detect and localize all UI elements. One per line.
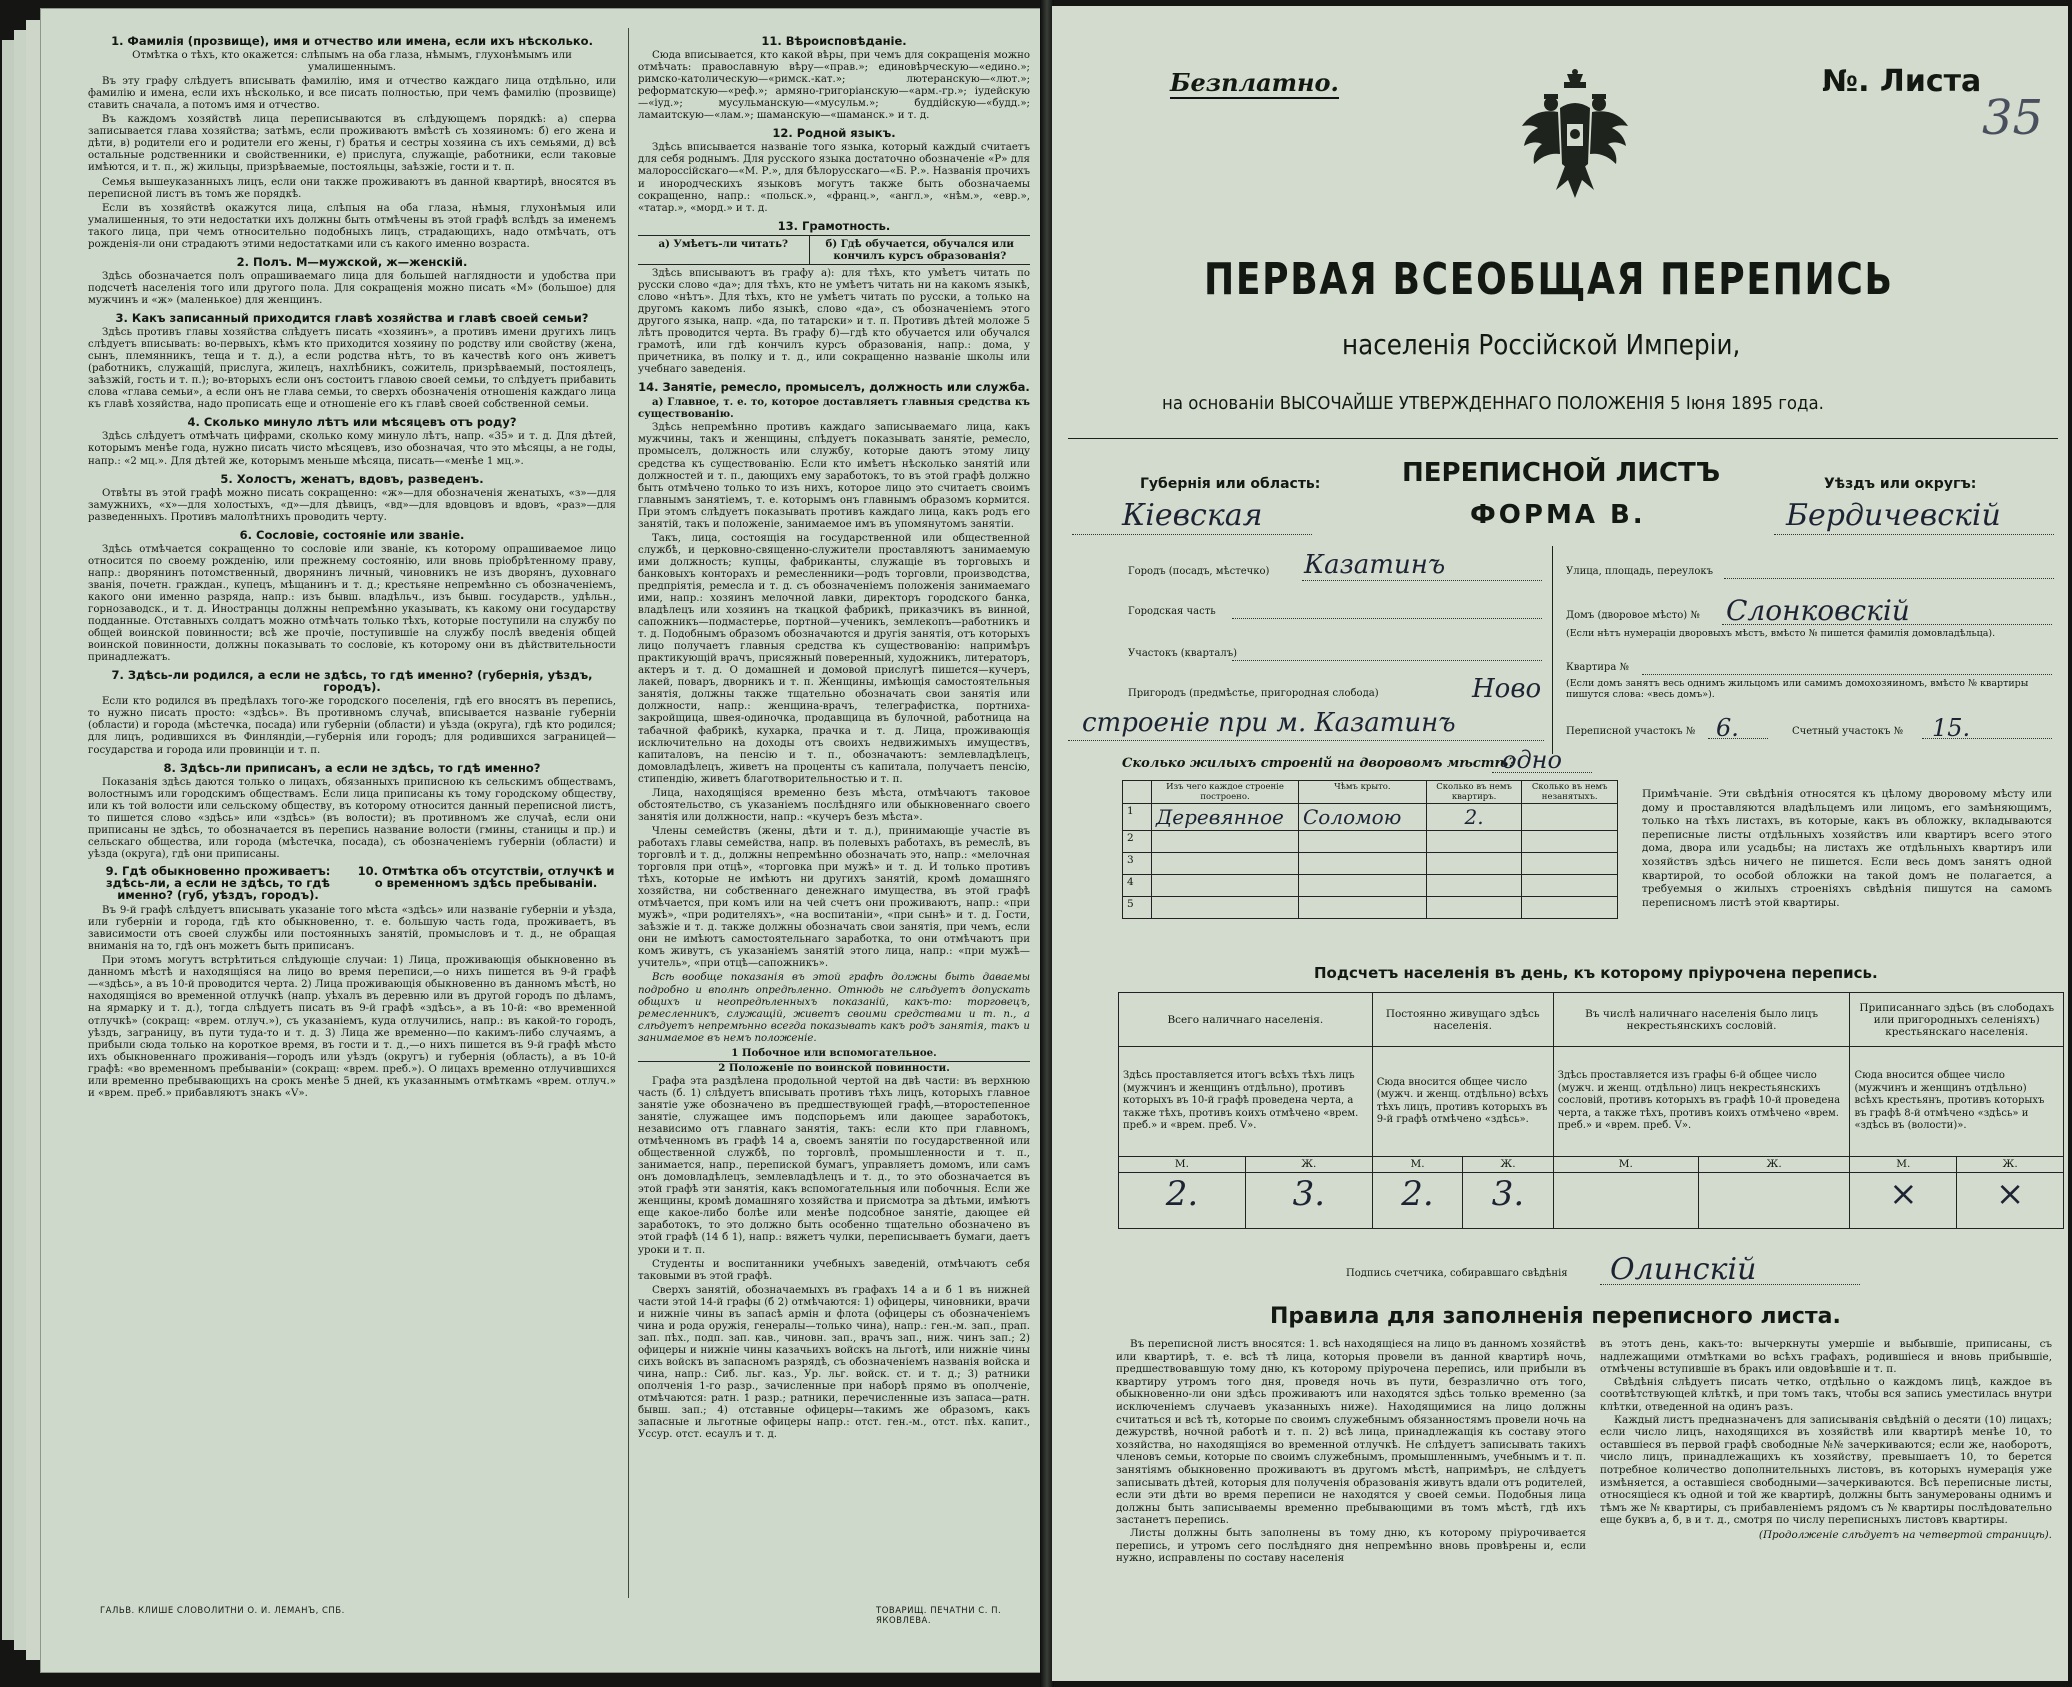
paragraph: Студенты и воспитанники учебныхъ заведеній, отмѣчаютъ себя таковыми въ этой графѣ. bbox=[638, 1258, 1030, 1282]
paragraph: Сюда вписывается, кто какой вѣры, при чемъ для сокращенія можно отмѣчать: православную вѣру—«прав.»; единовѣрческую—«едино.»; римско-католическую—«римск.-кат.»; лютеранскую—«лют.»; реформатскую—«реф.»; армяно-григоріанскую—«арм.-гр.»; іудейскую—«іуд.»; мусульманскую—«мусульм.»; буддійскую—«будд.»; ламаитскую—«лам.»; шаманскую—«шаманск.» и т. д. bbox=[638, 50, 1030, 122]
table-row bbox=[1123, 875, 1618, 897]
district-handwritten: Бердичевскій bbox=[1786, 498, 2001, 533]
right-page-census-form bbox=[1052, 6, 2068, 1681]
apartment-label: Квартира № bbox=[1566, 662, 1629, 673]
paragraph: При этомъ могутъ встрѣтиться слѣдующіе случаи: 1) Лица, проживающія обыкновенно въ данномъ мѣстѣ и находящіяся на лицо во время переписи,—о нихъ пишется въ 9-й графѣ—«здѣсь», а въ 10-й проводится черта. 2) Лица проживающія обыкновенно въ данномъ мѣстѣ, но находящіяся во временной отлучкѣ (напр. уѣхалъ въ деревню или въ другой городъ по дѣламъ, на ярмарку и т. д.), тогда слѣдуетъ писать въ 9-й графѣ «здѣсь», а въ 10-й: «во временной отлучкѣ» (сокращ: «врем. отлуч.»), съ указаніемъ, куда отлучились, напр.: въ какой-то городъ, уѣздъ, заграницу, въ пути туда-то и т. д. 3) Лица же временно—по какимъ-либо случаямъ, а прибыли сюда только на короткое время, въ гости и т. д.,—о нихъ пишется въ 9-й графѣ мѣсто ихъ обыкновеннаго проживанія—городъ или уѣздъ (округъ) и губернія (область), а въ 10-й графѣ: «во временномъ пребываніи» (сокращ: «врем. преб.»). О лицахъ временно отлучившихся или временно пребывающихъ на срокъ менѣе 5 дней, къ указаннымъ отмѣткамъ «врем. отлуч.» и «врем. преб.» прибавляютъ знакъ «V». bbox=[88, 955, 616, 1099]
field-underline bbox=[1068, 740, 1544, 741]
buildings-header-vacant: Сколько въ немъ незанятыхъ. bbox=[1522, 781, 1618, 804]
town-handwritten: Казатинъ bbox=[1304, 550, 1446, 580]
count-header-non-peasant: Въ числѣ наличнаго населенія было лицъ некрестьянскихъ сословій. bbox=[1553, 993, 1850, 1047]
row-number: 3 bbox=[1123, 853, 1152, 875]
table-row bbox=[1123, 804, 1618, 831]
section-heading: 13. Грамотность. bbox=[777, 218, 891, 233]
apartment-note: (Если домъ занятъ весь однимъ жильцомъ или самимъ домохозяиномъ, вмѣсто № квартиры пишутся слова: «весь домъ»). bbox=[1566, 678, 2029, 700]
count-header-permanent: Постоянно живущаго здѣсь населенія. bbox=[1372, 993, 1553, 1047]
paragraph: а) Главное, т. е. то, которое доставляетъ главныя средства къ существованію. bbox=[638, 396, 1030, 421]
paragraph: Листы должны быть заполнены въ тому дню, къ которому пріурочивается перепись, и утромъ сего послѣдняго дня непремѣнно вновь провѣрены и, если нужно, исправлены по составу населенія bbox=[1116, 1526, 1586, 1565]
printer-credit-right: ТОВАРИЩ. ПЕЧАТНИ С. П. ЯКОВЛЕВА. bbox=[876, 1606, 1002, 1626]
field-underline bbox=[1600, 1284, 1860, 1285]
paragraph: Въ каждомъ хозяйствѣ лица переписываются въ слѣдующемъ порядкѣ: а) сперва записывается глава хозяйства; затѣмъ, если проживаютъ вмѣстѣ съ хозяиномъ: б) его жена и дѣти, в) родители его и родители его жены, г) братья и сестры хозяина съ ихъ семьями, д) всѣ остальные родственники и свойственники, е) прислуга, служащіе, работники, если таковые имѣются, и т. п., ж) жильцы, призрѣваемые, постояльцы, заѣзжіе, гости и т. п. bbox=[88, 114, 616, 174]
section-heading: 12. Родной языкъ. bbox=[772, 126, 896, 141]
field-underline bbox=[1232, 618, 1542, 619]
field-underline bbox=[1708, 738, 1768, 739]
section-heading: 2. Полъ. М—мужской, ж—женскій. bbox=[236, 254, 468, 269]
paragraph: въ этотъ день, какъ-то: вычеркнуты умершіе и выбывшіе, приписаны, съ надлежащими отмѣтками во всѣхъ графахъ, родившіеся и вновь прибывшіе, отмѣчены вступившіе въ бракъ или овдовѣвшіе и т. п. bbox=[1600, 1338, 2052, 1376]
building-material: Деревянное bbox=[1152, 804, 1299, 831]
paragraph: Въ эту графу слѣдуетъ вписывать фамилію, имя и отчество каждаго лица отдѣльно, или фамилію и имена, если ихъ нѣсколько, и все писать полностью, при чемъ фамилію (прозвище) ставить сначала, а потомъ имя и отчество. bbox=[88, 76, 616, 112]
buildings-note: Примѣчаніе. Эти свѣдѣнія относятся къ цѣлому дворовому мѣсту или дому и проставляются владѣльцемъ или лицомъ, его замѣняющимъ, только на тѣхъ листахъ, въ которые, какъ въ обложку, вкладываются переписные листы отдѣльныхъ хозяйствъ или квартиръ всего этого дома, двора или усадьбы; на листахъ же отдѣльныхъ квартиръ или хозяйствъ здѣсь ничего не пишется. Если весь домъ занятъ одной квартирой, то особой обложки на такой домъ не полагается, а требуемыя о жилыхъ строеніяхъ свѣдѣнія пишутся на самомъ переписномъ листѣ этой квартиры. bbox=[1642, 788, 2052, 909]
city-district-label: Городская часть bbox=[1128, 606, 1216, 617]
column-divider bbox=[628, 28, 629, 1598]
col-female: Ж. bbox=[1245, 1157, 1372, 1173]
building-apartments: 2. bbox=[1426, 804, 1522, 831]
col-male: М. bbox=[1372, 1157, 1463, 1173]
col-female: Ж. bbox=[1698, 1157, 1850, 1173]
field-underline bbox=[1724, 578, 2054, 579]
house-note: (Если нѣтъ нумераціи дворовыхъ мѣстъ, вмѣсто № пишется фамилія домовладѣльца). bbox=[1566, 628, 1996, 639]
paragraph: Здѣсь вписывается названіе того языка, который каждый считаетъ для себя роднымъ. Для русского языка достаточно обозначеніе «Р» для малороссійскаго—«М. Р.», для бѣлорусскаго—«Б. Р.». Названія прочихъ и инородческихъ языковъ могутъ также быть обозначаемы сокращенно, напр.: «польск.», «франц.», «англ.», «нѣм.», «евр.», «татар.», «морд.» и т. д. bbox=[638, 142, 1030, 214]
paragraph: Въ переписной листъ вносятся: 1. всѣ находящіеся на лицо въ данномъ хозяйствѣ или квартирѣ, т. е. всѣ тѣ лица, которыя провели въ данной квартирѣ ночь, предшествовавшую тому дню, къ которому пріурочена перепись, или прибыли въ квартиру утромъ того дня, проведя ночь въ пути, безразлично отъ того, обыкновенно-ли они здѣсь проживаютъ или находятся здѣсь только временно (за исключеніемъ случаевъ указанныхъ ниже). Находящимися на лицо должны считаться и всѣ тѣ, которые по своимъ служебнымъ обязанностямъ провели ночь на дежурствѣ, ночной работѣ и т. п. 2) всѣ лица, принадлежащія къ составу этого хозяйства, но находящіяся во временной отлучкѣ. Не слѣдуетъ записывать такихъ членовъ семьи, которые по своимъ служебнымъ, промышленнымъ, учебнымъ и т. п. занятіямъ обыкновенно проживаютъ въ другомъ мѣстѣ, напримѣръ, не слѣдуетъ записывать дѣтей, которыя для полученія образованія живутъ вдали отъ родителей, если эти дѣти во время переписи не находятся у своей семьи. Подобныя лица должны быть записываемы временно пребывающими въ томъ мѣстѣ, гдѣ ихъ застанетъ перепись. bbox=[1116, 1338, 1586, 1527]
suburb-label: Пригородъ (предмѣстье, пригородная слобода) bbox=[1128, 688, 1379, 699]
paragraph: Здѣсь обозначается полъ опрашиваемаго лица для большей наглядности и удобства при подсчетѣ населенія того или другого пола. Для сокращенія можно писать «М» (большое) для мужчинъ и «ж» (маленькое) для женщинъ. bbox=[88, 270, 616, 306]
literacy-subheading-a: а) Умѣетъ-ли читать? bbox=[638, 236, 810, 264]
counting-district-value: 15. bbox=[1932, 714, 1971, 742]
paragraph: Члены семействъ (жены, дѣти и т. д.), принимающіе участіе въ работахъ главы семейства, напр. въ полевыхъ работахъ, въ ремеслѣ, въ торговлѣ и т. д., должны непремѣнно обозначать это, напр.: «мелочная торговля при отцѣ», «торговка при мужѣ» и т. д. И только противъ тѣхъ, которые не имѣютъ ни другихъ занятій, кромѣ домашняго хозяйства, ни собственнаго денежнаго имущества, въ этой графѣ отмѣчается, при комъ или на чей счетъ они проживаютъ, напр.: «при мужѣ», «при родителяхъ», «на воспитаніи», «при сынѣ» и т. д. Гости, заѣзжіе и т. д. также должны обозначать свои занятія, при чемъ, если они не имѣютъ самостоятельнаго заработка, то они отмѣчаютъ при комъ живутъ, съ указаніемъ занятій этого лица, напр.: «при мужѣ—учитель», «при отцѣ—сапожникъ». bbox=[638, 825, 1030, 970]
paragraph: 2 Положеніе по воинской повинности. bbox=[638, 1061, 1030, 1074]
paragraph: Графа эта раздѣлена продольной чертой на двѣ части: въ верхнюю часть (б. 1) слѣдуетъ вписывать противъ тѣхъ лицъ, которыхъ главное занятіе уже обозначено въ предшествующей графѣ,—второстепенное занятіе, служащее имъ подспорьемъ или дающее заработокъ, независимо отъ главнаго занятія, такъ: если кто при главномъ, отмѣченномъ въ графѣ 14 а, своемъ занятіи по государственной или общественной службѣ, по торговлѣ, промышленности и т. п., занимается, напр., перепиской бумагъ, управляетъ домомъ, или самъ онъ домовладѣлецъ, землевладѣлецъ и т. д., то это обозначается въ этой графѣ эти занятія, какъ вспомогательныя или побочныя. Если же женщины, кромѣ домашняго хозяйства и присмотра за дѣтьми, имѣютъ еще какое-либо болѣе или менѣе подсобное занятіе, дающее ей заработокъ, то это должно быть особенно тщательно обозначено въ этой графѣ (14 б 1), напр.: вяжетъ чулки, переписываетъ бумаги, даетъ уроки и т. п. bbox=[638, 1075, 1030, 1256]
instructions-column-2 bbox=[638, 30, 1030, 1600]
table-row bbox=[1123, 897, 1618, 919]
row-number: 1 bbox=[1123, 804, 1152, 831]
paragraph: 1 Побочное или вспомогательное. bbox=[731, 1046, 937, 1059]
section-heading: 9. Гдѣ обыкновенно проживаетъ: здѣсь-ли, а если не здѣсь, то гдѣ именно? (губ, уѣздъ, городъ). bbox=[105, 863, 331, 903]
field-underline bbox=[1642, 674, 2052, 675]
section-heading: 10. Отмѣтка объ отсутствіи, отлучкѣ и о временномъ здѣсь пребываніи. bbox=[357, 863, 615, 890]
col-female: Ж. bbox=[1957, 1157, 2064, 1173]
legal-basis: на основаніи ВЫСОЧАЙШЕ УТВЕРЖДЕННАГО ПОЛОЖЕНІЯ 5 Іюня 1895 года. bbox=[1162, 393, 1824, 414]
rules-column-left bbox=[1116, 1338, 1586, 1565]
buildings-header-material: Изъ чего каждое строеніе построено. bbox=[1152, 781, 1299, 804]
col-female: Ж. bbox=[1463, 1157, 1554, 1173]
count-desc-peasant: Сюда вносится общее число (мужчинъ и женщинъ отдѣльно) всѣхъ крестьянъ, противъ которыхъ въ графѣ 8-й отмѣчено «здѣсь» и «здѣсь въ (волости)». bbox=[1850, 1047, 2064, 1157]
paragraph: Здѣсь вписываютъ въ графу а): для тѣхъ, кто умѣетъ читать по русски слово «да»; для тѣхъ, кто не умѣетъ читать ни на какомъ языкѣ, слово «нѣтъ». Для тѣхъ, кто не умѣетъ читать по русски, а только на другомъ какомъ либо языкѣ, слово «да», съ обозначеніемъ этого другого языка, напр. «да, по татарски» и т. п. Противъ дѣтей моложе 5 лѣтъ проводится черта. Въ графу б)—гдѣ кто обучается или обучался грамотѣ, или гдѣ кончилъ курсъ образованія, напр.: дома, у причетника, въ полку и т. д., или сокращенно названіе школы или учебнаго заведенія. bbox=[638, 267, 1030, 376]
building-roof: Соломою bbox=[1298, 804, 1426, 831]
enumerator-signature-label: Подпись счетчика, собиравшаго свѣдѣнія bbox=[1346, 1268, 1568, 1279]
paragraph: Здѣсь противъ главы хозяйства слѣдуетъ писать «хозяинъ», а противъ имени другихъ лицъ слѣдуетъ вписывать: во-первыхъ, кѣмъ кто приходится хозяину по родству или свойству (жена, сынъ, племянникъ, теща и т. д.), а если родства нѣтъ, то въ качествѣ кого онъ живетъ (работникъ, служащій, прислуга, жилецъ, нахлѣбникъ, сожитель, призрѣваемый, постоялецъ, заѣзжій, гость и т. п.); во-вторыхъ если онъ состоитъ главою своей семьи, то слѣдуетъ прибавить слова «глава семьи», а если онъ не глава семьи, то сверхъ обозначенія отношенія каждаго лица къ главѣ хозяйства, надо прописать еще и отношеніе его къ главѣ своей собственной семьи. bbox=[88, 327, 616, 411]
field-underline bbox=[1072, 534, 1312, 535]
province-handwritten: Кіевская bbox=[1122, 498, 1263, 533]
paragraph: Въ 9-й графѣ слѣдуетъ вписывать указаніе того мѣста «здѣсь» или названіе губерніи и уѣзда, или губерніи и города, гдѣ кто обыкновенно, т. е. большую часть года, проживаетъ, въ зависимости отъ своей службы или постоянныхъ занятій, промысловъ и т. д., не обращая вниманія на то, гдѣ онъ можетъ быть приписанъ. bbox=[88, 905, 616, 953]
count-desc-non-peasant: Здѣсь проставляется изъ графы 6-й общее число (мужч. и женщ. отдѣльно) лицъ некрестьянскихъ сословій, противъ которыхъ въ графѣ 10-й проведена черта, а также тѣхъ, противъ коихъ отмѣчено «врем. преб.» и «врем. преб. V». bbox=[1553, 1047, 1850, 1157]
paragraph: Лица, находящіяся временно безъ мѣста, отмѣчаютъ таковое обстоятельство, съ указаніемъ послѣдняго или обыкновеннаго своего занятія или должности, напр.: «кучеръ безъ мѣста». bbox=[638, 787, 1030, 823]
field-underline bbox=[1774, 534, 2054, 535]
paragraph: Свѣдѣнія слѣдуетъ писать четко, отдѣльно о каждомъ лицѣ, каждое въ соотвѣтствующей клѣткѣ, и при томъ такъ, чтобы вся запись уместилась внутри клѣтки, отведенной на одинъ разъ. bbox=[1600, 1375, 2052, 1413]
count-desc-permanent: Сюда вносится общее число (мужч. и женщ. отдѣльно) всѣхъ тѣхъ лицъ, противъ которыхъ въ 9-й графѣ отмѣчено «здѣсь». bbox=[1372, 1047, 1553, 1157]
town-label: Городъ (посадъ, мѣстечко) bbox=[1128, 566, 1270, 577]
paragraph: Семья вышеуказанныхъ лицъ, если они также проживаютъ въ данной квартирѣ, вносятся въ переписной листъ въ томъ же порядкѣ. bbox=[88, 176, 616, 200]
instructions-column-1 bbox=[88, 30, 616, 1600]
paragraph: Показанія здѣсь даются только о лицахъ, обязанныхъ приписною къ сельскимъ обществамъ, волостнымъ или городскимъ обществамъ. Если лица приписаны къ тому городскому обществу, или къ той волости или сельскому обществу, въ которому относится данный переписной листъ, то пишется слово «здѣсь» или «здѣсь» (въ волости); въ противномъ же случаѣ, если они приписаны не здѣсь, то обозначается въ перепись название волости (гмины, станицы и пр.) и сельскаго общества, или города (мѣстечка, посада), съ обозначеніемъ губерніи (области) и уѣзда (округа), гдѣ они приписаны. bbox=[88, 776, 616, 860]
count-header-peasant: Приписаннаго здѣсь (въ слободахъ или пригородныхъ селеніяхъ) крестьянскаго населенія. bbox=[1850, 993, 2064, 1047]
field-underline bbox=[1492, 772, 1592, 773]
printer-credit-left: ГАЛЬВ. КЛИШЕ СЛОВОЛИТНИ О. И. ЛЕМАНЪ, СПБ. bbox=[100, 1606, 345, 1616]
form-designation: ФОРМА В. bbox=[1470, 500, 1646, 530]
paragraph: Отмѣтка о тѣхъ, кто окажется: слѣпымъ на оба глаза, нѣмымъ, глухонѣмымъ или умалишеннымъ. bbox=[132, 50, 572, 74]
section-heading: 1. Фамилія (прозвище), имя и отчество или имена, если ихъ нѣсколько. bbox=[111, 34, 593, 48]
rule bbox=[1068, 438, 2058, 439]
col-male: М. bbox=[1553, 1157, 1698, 1173]
row-number: 2 bbox=[1123, 831, 1152, 853]
section-heading: 11. Вѣроисповѣданіе. bbox=[761, 34, 907, 48]
paragraph: Всѣ вообще показанія въ этой графѣ должны быть даваемы подробно и вполнѣ опредѣленно. Отнюдь не слѣдуетъ допускать общихъ и неопредѣленныхъ показаній, какъ-то: торговецъ, ремесленникъ, служащій, живетъ своими средствами и т. п., а слѣдуетъ непремѣнно всегда показывать какъ родъ занятія, такъ и занимаемое въ немъ положеніе. bbox=[638, 972, 1030, 1044]
paragraph: Отвѣты въ этой графѣ можно писать сокращенно: «ж»—для обозначенія женатыхъ, «з»—для замужнихъ, «х»—для холостыхъ, «д»—для дѣвицъ, «вд»—для вдовцовъ и вдовъ, «раз»—для разведенныхъ. Противъ малолѣтнихъ проводить черту. bbox=[88, 487, 616, 523]
permanent-female-value: 3. bbox=[1463, 1173, 1554, 1229]
paragraph: Здѣсь отмѣчается сокращенно то сословіе или званіе, къ которому опрашиваемое лицо относится по своему рожденію, или прежнему состоянію, или вновь пріобрѣтенному праву, напр.: дворянинъ потомственный, дворянинъ личный, чиновникъ не изъ дворянъ, духовнаго званія, почетн. граждан., купецъ, мѣщанинъ и т. д.; крестьяне непремѣнно съ обозначеніемъ, какого они именно разряда, напр.: изъ бывш. владѣльч., изъ бывш. государств., удѣльн., горнозаводск., и т. д. Иностранцы должны непремѣнно указывать, къ какому они государству подданные. Отставныхъ солдатъ можно отмѣчать только тѣхъ, которые поступили на службу по общей воинской повинности; всѣ же прочіе, поступившіе на службу послѣ введенія общей воинской повинности, должны показывать то сословіе, къ которому они въ дѣйствительности принадлежатъ. bbox=[88, 543, 616, 664]
imperial-eagle-emblem bbox=[1520, 68, 1630, 204]
buildings-header-apartments: Сколько въ немъ квартиръ. bbox=[1426, 781, 1522, 804]
present-female-value: 3. bbox=[1245, 1173, 1372, 1229]
present-male-value: 2. bbox=[1119, 1173, 1246, 1229]
paragraph: Здѣсь слѣдуетъ отмѣчать цифрами, сколько кому минуло лѣтъ, напр. «35» и т. д. Для дѣтей, которымъ менѣе года, нужно писать чисто мѣсяцевъ, изо обозначая, что это мѣсяцы, а не годы, напр.: «2 мц.». Для дѣтей же, которымъ меньше мѣсяца, писать—«менѣе 1 мц.». bbox=[88, 431, 616, 467]
field-underline bbox=[1302, 580, 1542, 581]
paragraph: Если въ хозяйствѣ окажутся лица, слѣпыя на оба глаза, нѣмыя, глухонѣмыя или умалишенныя, то эти недостатки ихъ должны быть отмѣчены въ этой графѣ вслѣдъ за именемъ такого лица, при чемъ относительно подобныхъ лицъ, страдающихъ, надо отмѣчать, отъ рожденія-ли они страдаютъ этими недостатками или съ какого именно возраста. bbox=[88, 202, 616, 250]
paragraph: Сверхъ занятій, обозначаемыхъ въ графахъ 14 а и б 1 въ нижней части этой 14-й графы (б 2) отмѣчаются: 1) офицеры, чиновники, врачи и нижніе чины въ запасѣ армін и флота (офицеры съ обозначеніемъ чина и рода оружія, генералы—только чина), напр.: ген.-м. зап., прап. зап. пѣх., подп. зап. кав., чиновн. зап., врачъ зап., ниж. чинъ зап.; 2) офицеры и нижніе чины казачьихъ войскъ на льготѣ, или нижніе чины сихъ войскъ въ запасномъ разрядѣ, съ обозначеніемъ названія войска и чина, напр.: Сиб. льг. каз., Ур. льг. войск. ст. и т. д.; 3) ратники ополченія 1-го разр., зачисленные при наборѣ прямо въ ополченіе, отмѣчаются: ратн. 1 разр.; ратники, перечисленные изъ запаса—ратн. бывш. зап.; 4) отставные офицеры—такимъ же образомъ, какъ запасные и льготные офицеры напр.: отст. ген.-м., отст. пѣх. капит., Уссур. отст. есаулъ и т. д. bbox=[638, 1284, 1030, 1441]
sheet-number-label: №. Листа bbox=[1822, 64, 1982, 99]
free-label: Безплатно. bbox=[1170, 68, 1339, 97]
section-heading: 3. Какъ записанный приходится главѣ хозяйства и главѣ своей семьи? bbox=[115, 310, 589, 325]
section-heading: 14. Занятіе, ремесло, промыселъ, должность или служба. bbox=[638, 380, 1030, 395]
col-male: М. bbox=[1850, 1157, 1957, 1173]
continuation-note: (Продолженіе слѣдуетъ на четвертой страницѣ). bbox=[1758, 1528, 2052, 1541]
census-title: ПЕРВАЯ ВСЕОБЩАЯ ПЕРЕПИСЬ bbox=[1204, 254, 1894, 305]
section-heading: 5. Холостъ, женатъ, вдовъ, разведенъ. bbox=[220, 471, 484, 486]
census-subtitle: населенія Россійской Имперіи, bbox=[1342, 328, 1741, 361]
buildings-table bbox=[1122, 780, 1618, 919]
table-row bbox=[1123, 831, 1618, 853]
peasant-female-value: × bbox=[1957, 1173, 2064, 1229]
paragraph: Каждый листъ предназначенъ для записыванія свѣдѣній о десяти (10) лицахъ; если число лицъ, находящихся въ хозяйствѣ или квартирѣ менѣе 10, то оставшіеся въ первой графѣ свободные №№ зачеркиваются; если же, наоборотъ, число лицъ, принадлежащихъ къ хозяйству, превышаетъ 10, то берется потребное количество дополнительныхъ листовъ, въ которыхъ нумерація уже измѣняется, а оставшіеся свободными—зачеркиваются. Всѣ переписные листы, относящіеся къ одной и той же квартирѣ, должны быть занумерованы однимъ и тѣмъ же № квартиры, съ прибавленіемъ рядомъ съ № квартиры послѣдовательно еще буквъ а, б, в и т. д., смотря по числу переписныхъ листовъ квартиры. bbox=[1600, 1413, 2052, 1527]
section-heading: 4. Сколько минуло лѣтъ или мѣсяцевъ отъ роду? bbox=[187, 415, 517, 430]
non-peasant-male-value bbox=[1553, 1173, 1698, 1229]
peasant-male-value: × bbox=[1850, 1173, 1957, 1229]
population-count-title: Подсчетъ населенія въ день, къ которому пріурочена перепись. bbox=[1314, 964, 1878, 982]
population-count-table bbox=[1118, 992, 2064, 1229]
paragraph: Такъ, лица, состоящія на государственной или общественной службѣ, и церковно-священно-служители проставляютъ занимаемую ими должность; купцы, фабриканты, служащіе въ торговыхъ и банковыхъ конторахъ и ремесленники—родъ торговли, производства, предпріятія, ремесла и т. д. съ обозначеніемъ положенія занимаемаго ими, напр.: хозяинъ мелочной лавки, директоръ городского банка, владѣлецъ или хозяинъ на ткацкой фабрикѣ, приказчикъ въ винной, сапожникъ—подмастерье, портной—ученикъ, землекопъ—работникъ и т. д. Подобнымъ образомъ обозначаются и другія занятія, отъ которыхъ лицо получаетъ главныя средства къ существованію: напримѣръ практикующій врачъ, присяжный поверенный, художникъ, литераторъ, актеръ и т. д. О домашней и домовой прислугѣ пишется—кучеръ, лакей, поваръ, дворникъ и т. п. Женщины, имѣющія самостоятельныя занятія, должны также тщательно обозначать свои занятія или должности, напр.: женщина-врачъ, телеграфистка, портниха-закройщица, швея-одиночка, продавщица въ булочной, работница на табачной фабрикѣ, кухарка, прачка и т. д. Лица, проживающія исключительно на доходы отъ своихъ недвижимыхъ имуществъ, капиталовъ, на пенсію и т. п., обозначаютъ: землевладѣлецъ, домовладѣлецъ, живетъ на проценты съ капитала, получаетъ пенсію, стипендію, живетъ благотворительностью и т. п. bbox=[638, 532, 1030, 785]
dwellings-count-label: Сколько жилыхъ строеній на дворовомъ мѣстѣ? bbox=[1122, 756, 1516, 771]
col-male: М. bbox=[1119, 1157, 1246, 1173]
paragraph: Если кто родился въ предѣлахъ того-же городского поселенія, гдѣ его вносятъ въ перепись, то нужно писать просто: «здѣсь». Въ противномъ случаѣ, вписывается названіе губерніи (области) и города (мѣстечка, посада) или губерніи (области) и уѣзда (округа), гдѣ кто родился; для лицъ, родившихся въ Финляндіи,—губернія или городъ; для родившихся заграницей—государства и города или провинціи и т. п. bbox=[88, 696, 616, 756]
house-handwritten: Слонковскій bbox=[1726, 594, 1910, 627]
rules-title: Правила для заполненія переписного листа. bbox=[1270, 1304, 1841, 1329]
street-label: Улица, площадь, переулокъ bbox=[1566, 566, 1714, 577]
rules-column-right bbox=[1600, 1338, 2052, 1542]
row-number: 4 bbox=[1123, 875, 1152, 897]
field-underline bbox=[1922, 738, 2052, 739]
left-page-instructions bbox=[40, 8, 1044, 1673]
enumerator-signature: Олинскій bbox=[1610, 1252, 1757, 1287]
buildings-header-roof: Чѣмъ крыто. bbox=[1298, 781, 1426, 804]
count-header-present: Всего наличнаго населенія. bbox=[1119, 993, 1373, 1047]
district-label: Уѣздъ или округъ: bbox=[1824, 476, 1977, 492]
suburb-handwritten-2: строеніе при м. Казатинъ bbox=[1082, 708, 1456, 738]
literacy-subheading-b: б) Гдѣ обучается, обучался или кончилъ курсъ образованія? bbox=[825, 237, 1014, 262]
field-underline bbox=[1722, 624, 2052, 625]
census-sheet-title: ПЕРЕПИСНОЙ ЛИСТЪ bbox=[1402, 458, 1721, 488]
table-row bbox=[1123, 853, 1618, 875]
paragraph: Здѣсь непремѣнно противъ каждаго записываемаго лица, какъ мужчины, такъ и женщины, слѣдуетъ показывать занятіе, ремесло, промыселъ, должность или службу, которые даютъ этому лицу средства къ существованію. Если кто имѣетъ нѣсколько занятій или должностей и т. п., дающихъ ему заработокъ, то въ этой графѣ должно быть отмѣчено только то изъ нихъ, которое лицо это считаетъ своимъ главнымъ занятіемъ, т. е. которымъ онъ главнымъ образомъ кормится. При этомъ слѣдуетъ показывать противъ каждаго лица, какъ родъ его занятій, такъ и положеніе, занимаемое имъ въ упомянутомъ занятіи. bbox=[638, 422, 1030, 530]
permanent-male-value: 2. bbox=[1372, 1173, 1463, 1229]
precinct-label: Участокъ (кварталъ) bbox=[1128, 648, 1237, 659]
dwellings-count-handwritten: одно bbox=[1502, 746, 1562, 774]
count-desc-present: Здѣсь проставляется итогъ всѣхъ тѣхъ лицъ (мужчинъ и женщинъ отдѣльно), противъ которыхъ въ 10-й графѣ проведена черта, а также тѣхъ, противъ коихъ отмѣчено «врем. преб.» и «врем. преб. V». bbox=[1119, 1047, 1373, 1157]
section-heading: 6. Сословіе, состояніе или званіе. bbox=[239, 527, 465, 542]
counting-district-label: Счетный участокъ № bbox=[1792, 726, 1904, 737]
non-peasant-female-value bbox=[1698, 1173, 1850, 1229]
census-district-value: 6. bbox=[1716, 714, 1739, 742]
section-heading: 8. Здѣсь-ли приписанъ, а если не здѣсь, то гдѣ именно? bbox=[163, 760, 541, 775]
row-number: 5 bbox=[1123, 897, 1152, 919]
census-district-label: Переписной участокъ № bbox=[1566, 726, 1696, 737]
field-underline bbox=[1232, 660, 1542, 661]
section-heading: 7. Здѣсь-ли родился, а если не здѣсь, то гдѣ именно? (губернія, уѣздъ, городъ). bbox=[111, 668, 593, 695]
suburb-handwritten-1: Ново bbox=[1472, 674, 1542, 704]
sheet-number-handwritten: 35 bbox=[1982, 90, 2044, 146]
house-label: Домъ (дворовое мѣсто) № bbox=[1566, 610, 1700, 621]
province-label: Губернія или область: bbox=[1140, 476, 1321, 492]
